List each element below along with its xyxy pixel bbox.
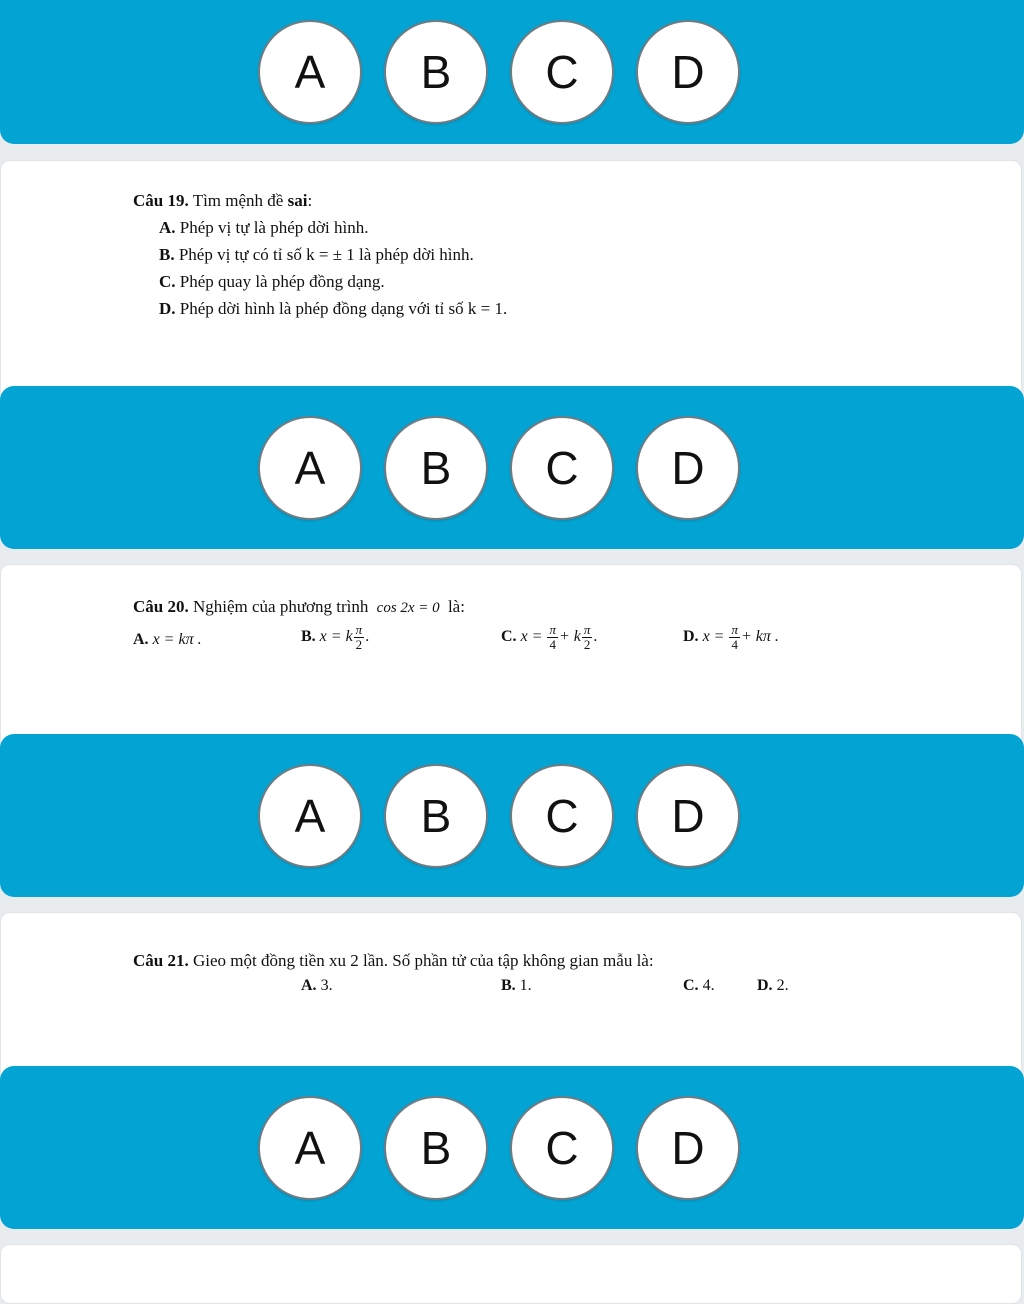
answer-b-button[interactable]: B bbox=[384, 20, 488, 124]
option-text: Phép vị tự là phép dời hình. bbox=[179, 218, 369, 237]
question-20-tail: là: bbox=[447, 597, 465, 616]
answer-options-row bbox=[258, 20, 740, 124]
option-text: 1. bbox=[519, 977, 532, 994]
question-21-label: Câu 21. bbox=[133, 951, 189, 970]
answer-a-button[interactable]: A bbox=[258, 764, 362, 868]
question-card-20 bbox=[0, 564, 1022, 754]
question-21-text: Gieo một đồng tiền xu 2 lần. Số phần tử của tập không gian mẫu là: bbox=[192, 951, 654, 970]
option-b bbox=[159, 241, 507, 268]
question-20-text: Nghiệm của phương trình bbox=[192, 597, 369, 616]
answer-c-button[interactable]: C bbox=[510, 1096, 614, 1200]
answer-b-button[interactable]: B bbox=[384, 1096, 488, 1200]
option-c bbox=[683, 977, 715, 995]
answer-c-button[interactable]: C bbox=[510, 764, 614, 868]
option-key: B. bbox=[301, 628, 316, 646]
question-card-19 bbox=[0, 160, 1022, 400]
question-19-options bbox=[159, 214, 507, 322]
option-c bbox=[159, 268, 507, 295]
numerator: π bbox=[583, 622, 591, 637]
fraction bbox=[547, 623, 558, 652]
option-text: Phép dời hình là phép đồng dạng với tỉ số k = 1. bbox=[179, 299, 508, 318]
answer-a-button[interactable]: A bbox=[258, 20, 362, 124]
option-d bbox=[159, 295, 507, 322]
option-d bbox=[757, 977, 789, 995]
option-text: 2. bbox=[776, 977, 789, 994]
fraction bbox=[354, 623, 365, 652]
question-20-label: Câu 20. bbox=[133, 597, 189, 616]
option-expr: x = bbox=[702, 628, 725, 646]
question-card-next bbox=[0, 1244, 1022, 1304]
answer-band-3 bbox=[0, 734, 1024, 897]
option-text: 4. bbox=[702, 977, 715, 994]
answer-d-button[interactable]: D bbox=[636, 416, 740, 520]
option-b bbox=[501, 977, 532, 995]
option-key: C. bbox=[159, 272, 176, 291]
denominator: 4 bbox=[731, 637, 738, 652]
question-19-label: Câu 19. bbox=[133, 191, 189, 210]
option-key: B. bbox=[159, 245, 175, 264]
option-key: A. bbox=[301, 977, 317, 994]
question-20-stem bbox=[133, 593, 465, 622]
answer-c-button[interactable]: C bbox=[510, 20, 614, 124]
option-b bbox=[301, 623, 369, 652]
question-card-21 bbox=[0, 912, 1022, 1082]
denominator: 4 bbox=[549, 637, 556, 652]
numerator: π bbox=[355, 622, 363, 637]
question-21-stem bbox=[133, 947, 654, 974]
answer-band-1 bbox=[0, 0, 1024, 144]
answer-d-button[interactable]: D bbox=[636, 1096, 740, 1200]
answer-b-button[interactable]: B bbox=[384, 764, 488, 868]
option-key: D. bbox=[757, 977, 773, 994]
answer-options-row bbox=[258, 416, 740, 520]
question-19-tail: : bbox=[307, 191, 313, 210]
option-expr-mid: + k bbox=[558, 628, 581, 646]
numerator: π bbox=[549, 622, 556, 637]
option-key: D. bbox=[159, 299, 176, 318]
option-key: B. bbox=[501, 977, 516, 994]
option-expr: x = k bbox=[319, 628, 353, 646]
option-expr: x = kπ . bbox=[152, 631, 202, 648]
option-expr-end: + kπ . bbox=[740, 628, 779, 646]
answer-band-2 bbox=[0, 386, 1024, 549]
question-19-emph: sai bbox=[287, 191, 308, 210]
fraction bbox=[582, 623, 593, 652]
option-text: Phép vị tự có tỉ số k = ± 1 là phép dời hình. bbox=[178, 245, 474, 264]
option-d bbox=[683, 623, 779, 652]
answer-a-button[interactable]: A bbox=[258, 1096, 362, 1200]
answer-options-row bbox=[258, 764, 740, 868]
option-key: C. bbox=[683, 977, 699, 994]
option-text: 3. bbox=[320, 977, 333, 994]
answer-d-button[interactable]: D bbox=[636, 20, 740, 124]
option-a bbox=[133, 631, 202, 649]
denominator: 2 bbox=[583, 637, 591, 652]
option-text: Phép quay là phép đồng dạng. bbox=[179, 272, 385, 291]
option-a bbox=[159, 214, 507, 241]
question-20-equation: cos 2x = 0 bbox=[376, 600, 440, 616]
numerator: π bbox=[731, 622, 738, 637]
answer-a-button[interactable]: A bbox=[258, 416, 362, 520]
option-key: C. bbox=[501, 628, 517, 646]
question-19-stem bbox=[133, 187, 312, 214]
option-key: A. bbox=[159, 218, 176, 237]
option-expr-end: . bbox=[365, 628, 370, 646]
answer-c-button[interactable]: C bbox=[510, 416, 614, 520]
question-19-text: Tìm mệnh đề bbox=[192, 191, 284, 210]
option-expr-end: . bbox=[593, 628, 598, 646]
answer-options-row bbox=[258, 1096, 740, 1200]
option-c bbox=[501, 623, 597, 652]
option-key: D. bbox=[683, 628, 699, 646]
denominator: 2 bbox=[355, 637, 363, 652]
fraction bbox=[729, 623, 740, 652]
answer-band-4 bbox=[0, 1066, 1024, 1229]
answer-d-button[interactable]: D bbox=[636, 764, 740, 868]
answer-b-button[interactable]: B bbox=[384, 416, 488, 520]
option-key: A. bbox=[133, 631, 149, 648]
option-expr: x = bbox=[520, 628, 543, 646]
option-a bbox=[301, 977, 333, 995]
